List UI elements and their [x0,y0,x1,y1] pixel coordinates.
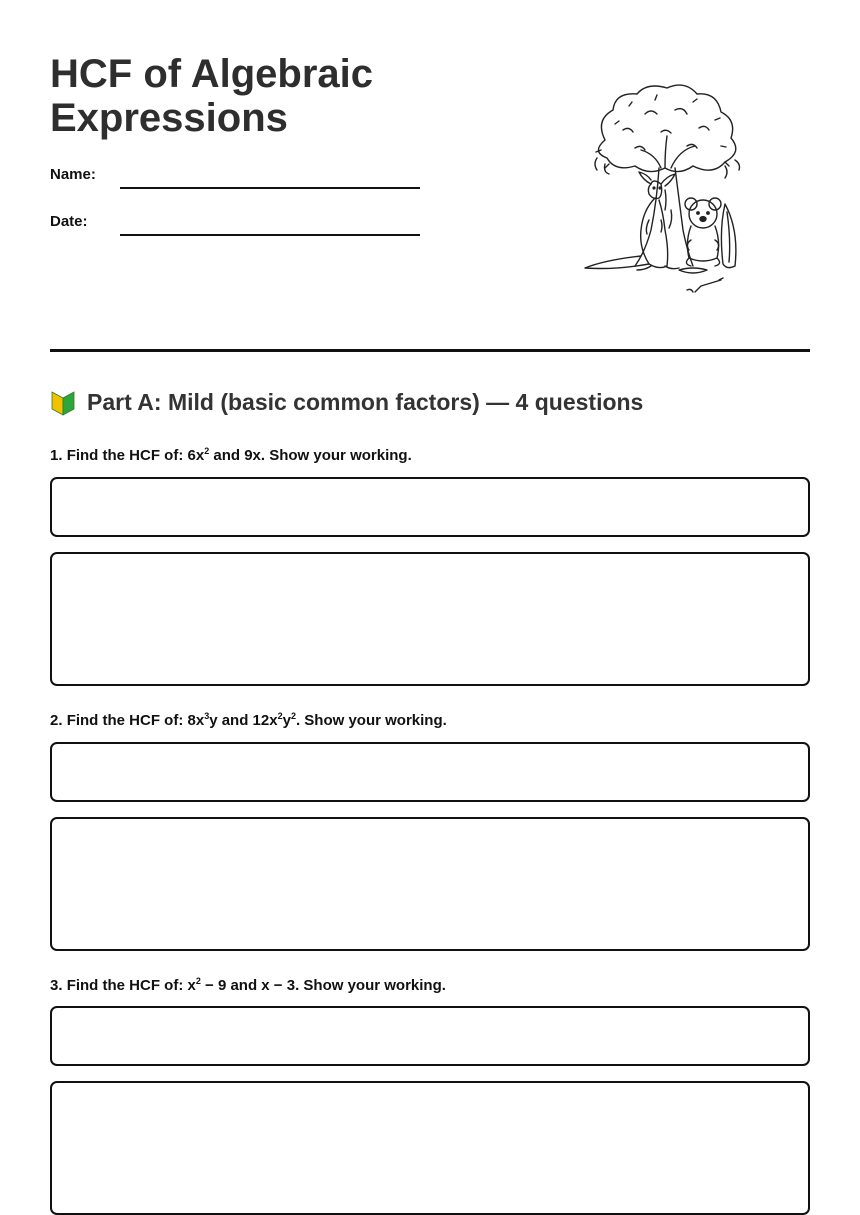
question-1: 1. Find the HCF of: $6x^2$ and 9x. Show your working. [50,446,412,464]
answer-box-2[interactable] [50,742,810,802]
date-label: Date: [50,213,88,230]
working-box-2[interactable] [50,817,810,951]
section-heading [50,388,643,416]
answer-box-1[interactable] [50,477,810,537]
answer-box-3[interactable] [50,1006,810,1066]
date-line[interactable] [120,234,420,236]
name-label: Name: [50,166,96,183]
question-2: 2. Find the HCF of: $8x^3y$ and $12x^2y^2$. Show your working. [50,711,447,729]
working-box-3[interactable] [50,1081,810,1215]
worksheet-title: HCF of Algebraic Expressions [50,52,373,140]
japanese-beginner-symbol-icon [50,388,76,416]
name-line[interactable] [120,187,420,189]
question-3: 3. Find the HCF of: $x^2 - 9$ and x − 3. Show your working. [50,976,446,994]
section-divider [50,349,810,352]
section-heading-text: Part A: Mild (basic common factors) — 4 questions [87,388,644,415]
kangaroo-koala-tree-illustration [575,80,755,300]
working-box-1[interactable] [50,552,810,686]
